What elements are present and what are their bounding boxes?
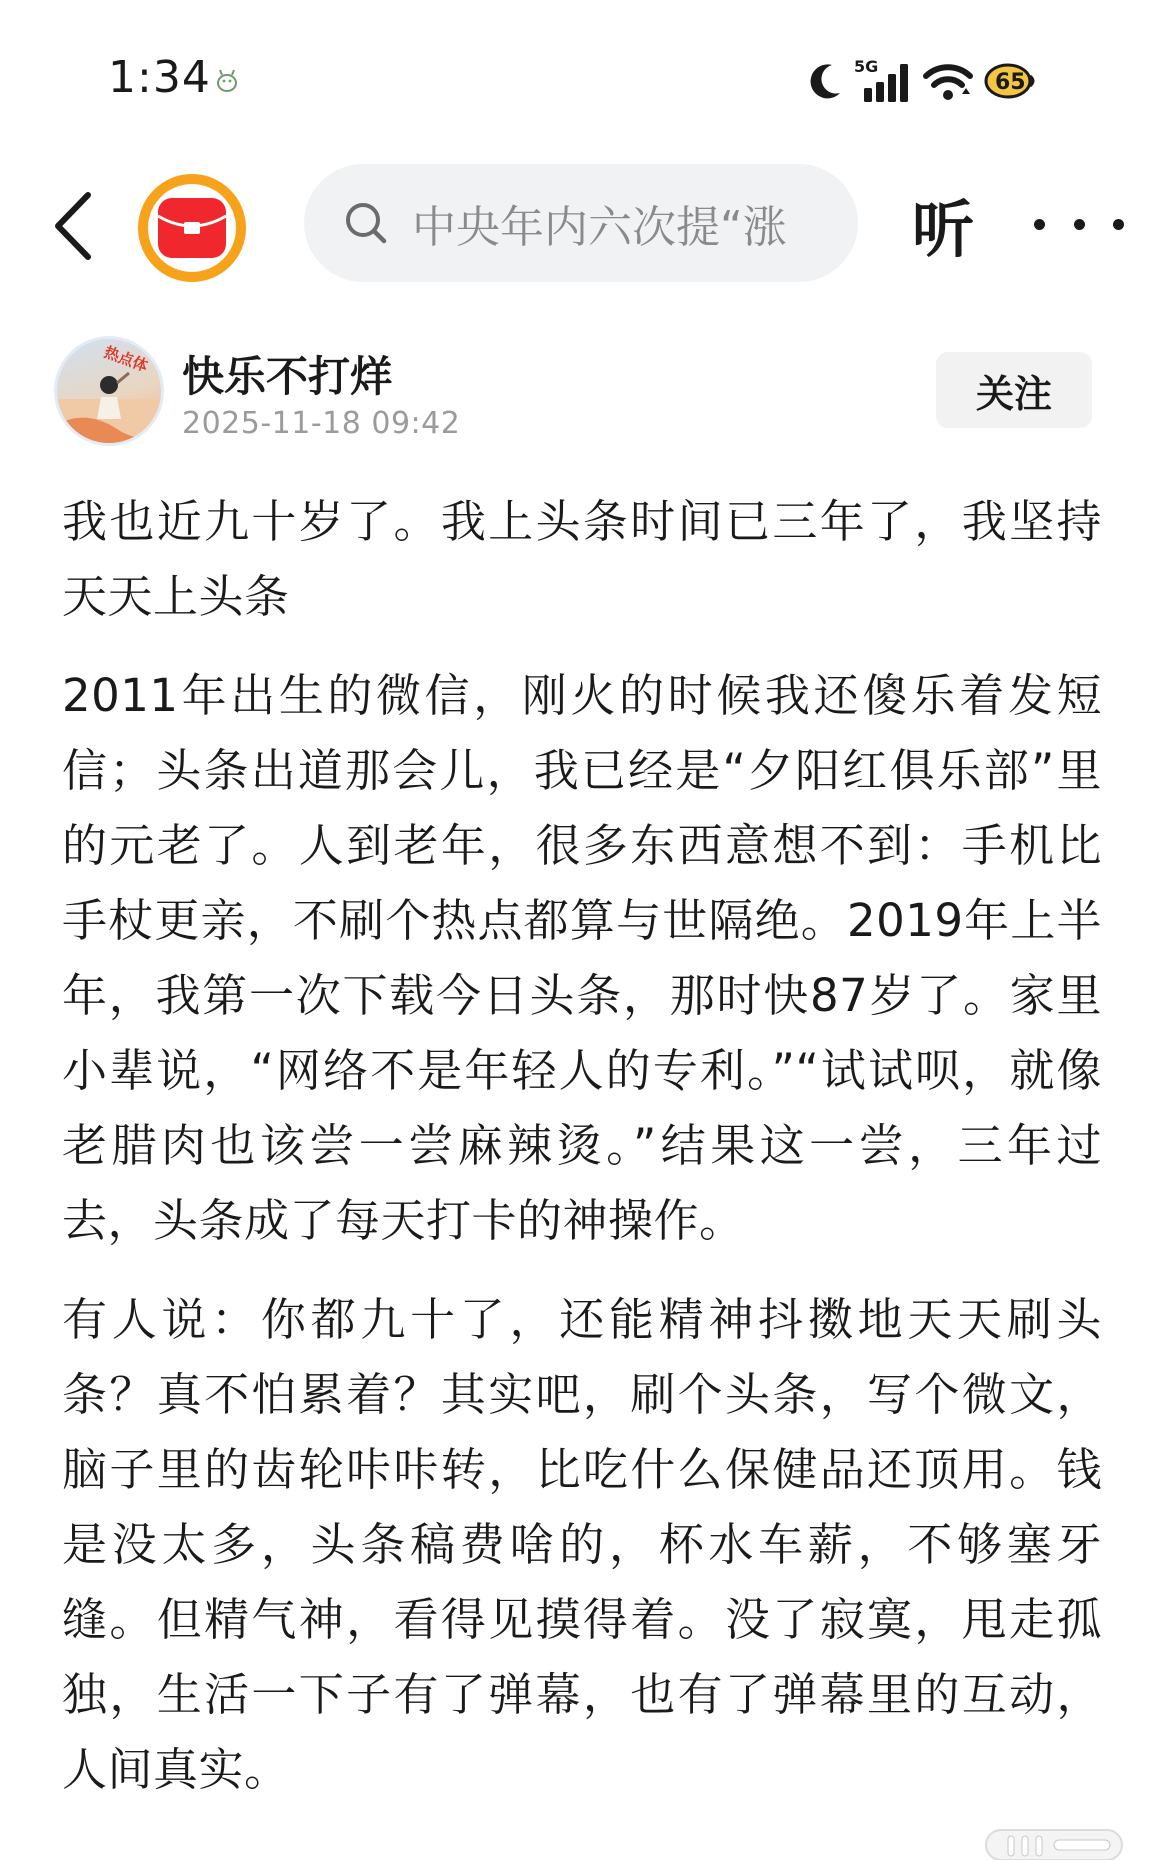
notification-app-icon [212,66,242,96]
battery-icon [982,60,1038,102]
wifi-icon [922,60,974,102]
chevron-left-icon [52,191,96,261]
follow-button[interactable]: 关注 [936,352,1092,428]
article-paragraph: 我也近九十岁了。我上头条时间已三年了，我坚持天天上头条 [62,495,1102,623]
network-type: 5G [854,58,879,76]
article-body [62,484,1102,1831]
red-envelope-icon [154,190,230,266]
search-icon [342,199,390,247]
floating-toolbar-handle[interactable] [984,1826,1124,1860]
signal-icon [854,58,914,104]
more-dots-icon[interactable] [1034,204,1124,244]
article-paragraph: 2011年出生的微信，刚火的时候我还傻乐着发短信；头条出道那会儿，我已经是“夕阳红俱乐部”里的元老了。人到老年，很多东西意想不到：手机比手杖更亲，不刷个热点都算与世隔绝。2019年上半年，我第一次下载今日头条，那时快87岁了。家里小辈说，“网络不是年轻人的专利。”“试试呗，就像老腊肉也该尝一尝麻辣烫。”结果这一尝，三年过去，头条成了每天打卡的神操作。 [62,669,1102,1247]
avatar-badge: 热点体 [101,342,151,376]
app-logo[interactable] [138,174,246,282]
status-time: 1:34 [108,52,211,103]
battery-level: 65 [995,70,1026,95]
author-name[interactable]: 快乐不打烊 [182,352,393,401]
back-button[interactable] [44,186,104,266]
avatar[interactable] [54,336,164,446]
author-row [0,330,1156,470]
listen-button[interactable]: 听 [912,193,975,266]
post-timestamp: 2025-11-18 09:42 [182,406,461,441]
top-nav-bar [0,160,1156,290]
moon-icon [806,59,846,103]
search-input[interactable]: 中央年内六次提“涨 [412,202,787,253]
status-icons [806,56,1038,106]
search-bar[interactable] [304,164,858,282]
status-bar [0,0,1156,150]
article-paragraph: 有人说：你都九十了，还能精神抖擞地天天刷头条？真不怕累着？其实吧，刷个头条，写个微文，脑子里的齿轮咔咔转，比吃什么保健品还顶用。钱是没太多，头条稿费啥的，杯水车薪，不够塞牙缝。但精气神，看得见摸得着。没了寂寞，甩走孤独，生活一下子有了弹幕，也有了弹幕里的互动，人间真实。 [62,1293,1102,1796]
